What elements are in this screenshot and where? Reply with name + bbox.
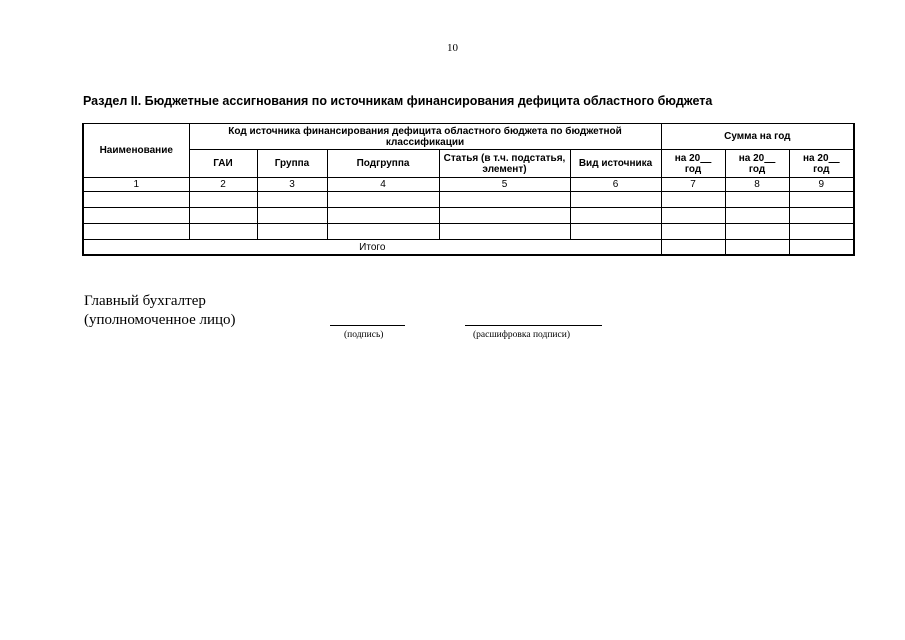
table-cell[interactable] [570,208,661,224]
total-cell[interactable] [789,240,854,256]
header-year-1: на 20 год [661,150,725,178]
header-sum-group: Сумма на год [661,124,854,150]
signatory-role [84,292,236,330]
table-cell[interactable] [725,208,789,224]
table-cell[interactable] [327,192,439,208]
header-year-3: на 20 год [789,150,854,178]
table-cell[interactable] [725,224,789,240]
table-cell[interactable] [570,224,661,240]
header-source-type: Вид источника [570,150,661,178]
table-cell[interactable] [189,192,257,208]
col-number: 7 [661,178,725,192]
table-cell[interactable] [661,224,725,240]
signature-line[interactable] [330,325,405,326]
role-line-2: (уполномоченное лицо) [84,312,236,328]
table-cell[interactable] [570,192,661,208]
table-cell[interactable] [327,224,439,240]
total-cell[interactable] [725,240,789,256]
col-number: 9 [789,178,854,192]
section-title: Раздел II. Бюджетные ассигнования по источникам финансирования дефицита областного бюджета [83,94,713,108]
header-subgroup: Подгруппа [327,150,439,178]
budget-table [82,123,855,256]
header-year-2: на 20 год [725,150,789,178]
table-cell[interactable] [257,192,327,208]
table-cell[interactable] [257,208,327,224]
col-number: 1 [83,178,189,192]
decoding-caption: (расшифровка подписи) [473,330,570,340]
header-gai: ГАИ [189,150,257,178]
column-number-row [83,178,854,192]
header-group: Группа [257,150,327,178]
table-cell[interactable] [83,224,189,240]
header-code-group: Код источника финансирования дефицита областного бюджета по бюджетной классификации [189,124,661,150]
table-cell[interactable] [789,192,854,208]
total-label: Итого [83,240,661,256]
table-cell[interactable] [83,208,189,224]
table-cell[interactable] [83,192,189,208]
col-number: 3 [257,178,327,192]
table-cell[interactable] [789,208,854,224]
table-cell[interactable] [789,224,854,240]
page-number: 10 [447,42,458,54]
total-cell[interactable] [661,240,725,256]
col-number: 5 [439,178,570,192]
table-cell[interactable] [661,192,725,208]
table-cell[interactable] [439,192,570,208]
table-row [83,208,854,224]
table-cell[interactable] [725,192,789,208]
col-number: 2 [189,178,257,192]
table-cell[interactable] [439,224,570,240]
header-article: Статья (в т.ч. подстатья, элемент) [439,150,570,178]
table-row [83,224,854,240]
table-header-row-2 [83,150,854,178]
table-cell[interactable] [189,208,257,224]
signature-caption: (подпись) [344,330,384,340]
col-number: 6 [570,178,661,192]
total-row [83,240,854,256]
col-number: 8 [725,178,789,192]
table-cell[interactable] [327,208,439,224]
role-line-1: Главный бухгалтер [84,293,206,309]
table-cell[interactable] [257,224,327,240]
header-name: Наименование [83,124,189,178]
col-number: 4 [327,178,439,192]
table-cell[interactable] [661,208,725,224]
table-cell[interactable] [189,224,257,240]
table-cell[interactable] [439,208,570,224]
decoding-line[interactable] [465,325,602,326]
table-header-row-1 [83,124,854,150]
table-row [83,192,854,208]
